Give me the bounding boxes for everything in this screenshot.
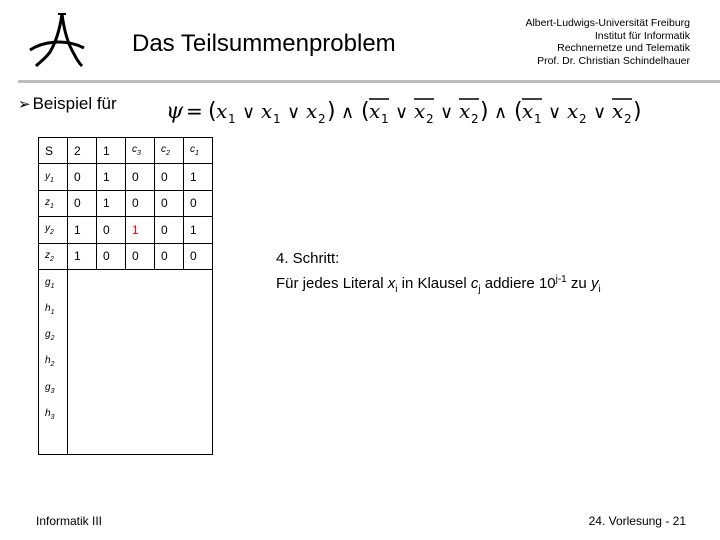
row-label: $h_2$ (39, 349, 68, 375)
formula-and: ∧ (494, 102, 508, 123)
formula-paren: ) (633, 99, 642, 124)
formula-subscript: 2 (426, 112, 434, 126)
formula-or: ∨ (242, 102, 256, 123)
row-label: $y_1$ (39, 164, 68, 190)
formula-or: ∨ (287, 102, 301, 123)
table-cell: 0 (68, 190, 97, 216)
table-cell: 0 (126, 243, 155, 269)
step-rule (276, 269, 601, 300)
rule-text: 10 (538, 275, 556, 292)
table-cell: 0 (155, 164, 184, 190)
footer-course: Informatik III (36, 514, 103, 528)
formula-variable: x (522, 99, 534, 123)
header-divider (18, 80, 720, 83)
row-label: $g_1$ (39, 269, 68, 296)
rule-sub: j (478, 284, 481, 295)
table-row (39, 190, 213, 216)
column-header: S (39, 138, 68, 164)
table-cell (39, 428, 68, 455)
table-cell: 0 (126, 190, 155, 216)
institution-line: Rechnernetze und Telematik (557, 42, 690, 54)
column-header: 1 (97, 138, 126, 164)
formula-subscript: 1 (381, 112, 389, 126)
formula-variable: x (306, 99, 318, 123)
table-cell: 0 (97, 217, 126, 243)
formula-subscript: 2 (579, 112, 587, 126)
subset-sum-table (38, 137, 213, 455)
row-label: $g_2$ (39, 323, 68, 349)
table-cell: 0 (184, 243, 213, 269)
formula-or: ∨ (548, 102, 562, 123)
table-cell: 1 (68, 243, 97, 269)
row-label: $y_2$ (39, 217, 68, 243)
formula-paren: ( (514, 99, 523, 124)
column-header: $c_3$ (126, 138, 155, 164)
formula-variable: x (261, 99, 273, 123)
rule-text: zu (566, 275, 591, 292)
formula-subscript: 2 (624, 112, 632, 126)
row-label: $z_1$ (39, 190, 68, 216)
rule-sub: i (598, 284, 601, 295)
institution-block (525, 17, 690, 67)
table-cell: 0 (126, 164, 155, 190)
institution-line: Institut für Informatik (594, 29, 690, 42)
bullet-item (18, 94, 117, 114)
table-cell: 0 (155, 243, 184, 269)
column-header: 2 (68, 138, 97, 164)
row-label: $h_3$ (39, 401, 68, 427)
step-heading: 4. Schritt: (276, 250, 340, 267)
row-label: $z_2$ (39, 243, 68, 269)
formula-or: ∨ (440, 102, 454, 123)
rule-text: Für jedes Literal (276, 275, 388, 292)
university-logo (22, 8, 92, 70)
rule-sup: j-1 (555, 274, 567, 285)
formula-variable: x (414, 99, 426, 123)
row-label: $h_1$ (39, 296, 68, 322)
step-description (276, 248, 601, 300)
column-header: $c_2$ (155, 138, 184, 164)
formula-subscript: 1 (228, 112, 236, 126)
table-row (39, 217, 213, 243)
footer-page: 24. Vorlesung - 21 (588, 514, 686, 528)
page-title: Das Teilsummenproblem (132, 30, 396, 57)
table-row (39, 243, 213, 269)
rule-text: addiere (480, 275, 539, 292)
institution-line: Prof. Dr. Christian Schindelhauer (537, 54, 690, 67)
column-header: $c_1$ (184, 138, 213, 164)
formula-paren: ( (361, 99, 370, 124)
row-label: $g_3$ (39, 375, 68, 401)
table-cell: 1 (97, 164, 126, 190)
table-cell: 0 (155, 190, 184, 216)
rule-text: in Klausel (397, 275, 471, 292)
table-cell: 0 (155, 217, 184, 243)
formula-variable: x (612, 99, 624, 123)
formula-subscript: 1 (534, 112, 542, 126)
formula-subscript: 1 (273, 112, 281, 126)
institution-line: Albert-Ludwigs-Universität Freiburg (525, 17, 690, 29)
formula-equals: = (186, 99, 203, 123)
table-cell: 1 (97, 190, 126, 216)
rule-var: c (470, 275, 479, 292)
formula-psi: ψ (166, 99, 184, 124)
table-cell: 0 (97, 243, 126, 269)
table-header-row (39, 138, 213, 164)
table-cell: 1 (184, 217, 213, 243)
formula-and: ∧ (341, 102, 355, 123)
formula-variable: x (459, 99, 471, 123)
table-row (39, 164, 213, 190)
formula-paren: ) (327, 99, 336, 124)
table-row (39, 269, 213, 296)
formula-subscript: 2 (471, 112, 479, 126)
table-cell: 1 (184, 164, 213, 190)
formula-variable: x (567, 99, 579, 123)
bullet-text: Beispiel für (32, 94, 117, 113)
formula-or: ∨ (593, 102, 607, 123)
formula-variable: x (369, 99, 381, 123)
formula (166, 93, 690, 129)
formula-or: ∨ (395, 102, 409, 123)
arrow-bullet-icon: ➢ (18, 96, 31, 113)
empty-region (68, 269, 213, 454)
table-cell: 0 (68, 164, 97, 190)
table-cell: 0 (184, 190, 213, 216)
rule-var: y (590, 275, 599, 292)
formula-paren: ) (480, 99, 489, 124)
formula-paren: ( (208, 99, 217, 124)
formula-variable: x (216, 99, 228, 123)
rule-var: x (387, 275, 396, 292)
formula-subscript: 2 (318, 112, 326, 126)
table-cell: 1 (126, 217, 155, 243)
table-cell: 1 (68, 217, 97, 243)
rule-sub: i (395, 284, 398, 295)
